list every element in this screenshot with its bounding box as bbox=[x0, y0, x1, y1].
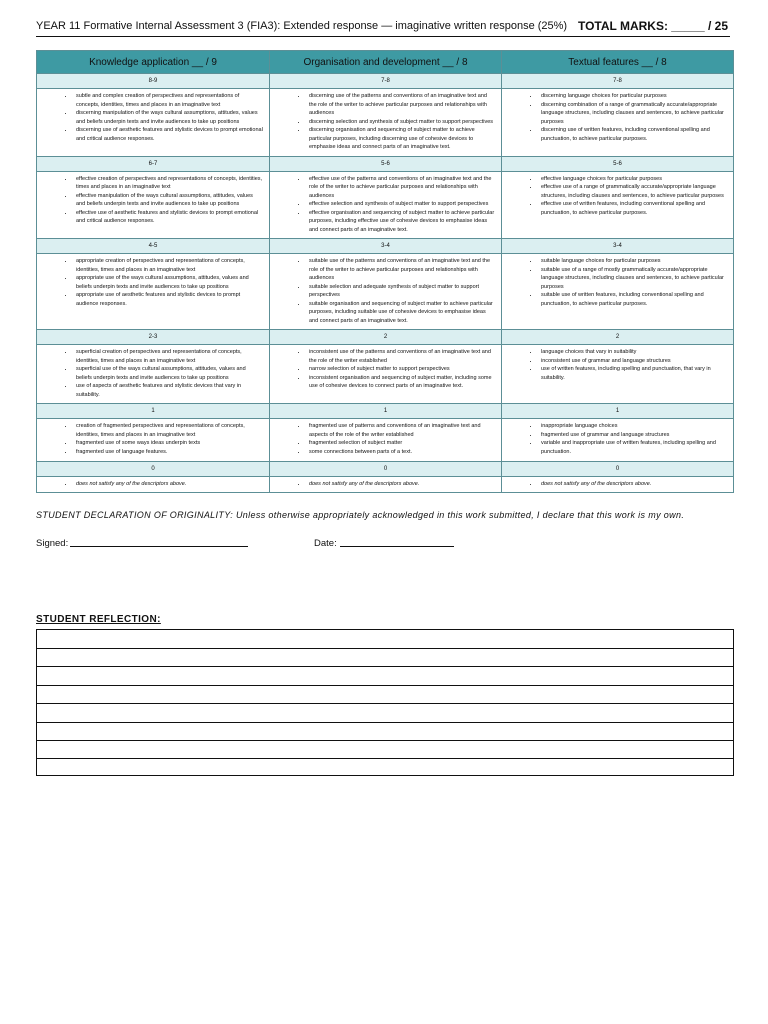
mark-range-textual: 2 bbox=[502, 330, 734, 345]
descriptor-cell-knowledge bbox=[37, 476, 270, 493]
descriptor-item: • appropriate creation of perspectives and representations of concepts, identities, times and places in an imaginative text bbox=[74, 257, 263, 274]
descriptor-cell-textual bbox=[502, 171, 734, 239]
descriptor-cell-textual bbox=[502, 254, 734, 330]
mark-band-row bbox=[37, 239, 734, 254]
descriptor-item: • fragmented selection of subject matter bbox=[307, 439, 495, 448]
descriptor-list bbox=[270, 422, 495, 456]
mark-range-knowledge: 6-7 bbox=[37, 156, 270, 171]
descriptor-item: • superficial creation of perspectives and representations of concepts, identities, times and places in an imaginative text bbox=[74, 348, 263, 365]
date-label: Date: bbox=[314, 538, 337, 549]
column-header-knowledge: Knowledge application __ / 9 bbox=[37, 51, 270, 74]
descriptor-list bbox=[502, 422, 727, 456]
mark-range-knowledge: 4-5 bbox=[37, 239, 270, 254]
descriptor-list bbox=[502, 348, 727, 382]
descriptor-item: • suitable organisation and sequencing of subject matter to achieve particular purposes, including suitable use of cohesive devices to emphasise ideas and connect parts of an imaginative text. bbox=[307, 300, 495, 326]
descriptor-item: • fragmented use of grammar and language structures bbox=[539, 431, 727, 440]
descriptor-item: • some connections between parts of a text. bbox=[307, 448, 495, 457]
descriptor-item: • effective use of written features, including conventional spelling and punctuation, to achieve particular purposes. bbox=[539, 200, 727, 217]
mark-range-textual: 1 bbox=[502, 404, 734, 419]
descriptor-row bbox=[37, 254, 734, 330]
descriptor-list bbox=[502, 480, 727, 489]
descriptor-item: • fragmented use of patterns and conventions of an imaginative text and aspects of the role of the writer established bbox=[307, 422, 495, 439]
rubric-header-row bbox=[37, 51, 734, 74]
reflection-title: STUDENT REFLECTION: bbox=[36, 614, 161, 625]
descriptor-row bbox=[37, 345, 734, 404]
descriptor-item: • effective manipulation of the ways cultural assumptions, attitudes, values and beliefs underpin texts and invite audiences to take up positions bbox=[74, 192, 263, 209]
reflection-line bbox=[37, 666, 733, 667]
descriptor-item: • discerning use of the patterns and conventions of an imaginative text and the role of the writer to achieve particular purposes and relationships with audiences bbox=[307, 92, 495, 118]
mark-range-textual: 7-8 bbox=[502, 74, 734, 89]
assessment-title: YEAR 11 Formative Internal Assessment 3 (FIA3): Extended response — imaginative written response (25%) bbox=[36, 20, 568, 32]
descriptor-cell-knowledge bbox=[37, 419, 270, 461]
reflection-line bbox=[37, 648, 733, 649]
descriptor-row bbox=[37, 89, 734, 157]
mark-band-row bbox=[37, 461, 734, 476]
descriptor-cell-textual bbox=[502, 476, 734, 493]
descriptor-cell-knowledge bbox=[37, 254, 270, 330]
reflection-line bbox=[37, 685, 733, 686]
descriptor-item: • subtle and complex creation of perspectives and representations of concepts, identities, times and places in an imaginative text bbox=[74, 92, 263, 109]
descriptor-cell-textual bbox=[502, 345, 734, 404]
signature-line[interactable] bbox=[70, 546, 248, 547]
descriptor-item: • suitable use of the patterns and conventions of an imaginative text and the role of the writer to achieve particular purposes and relationships with audiences bbox=[307, 257, 495, 283]
descriptor-list bbox=[502, 92, 727, 143]
reflection-box[interactable] bbox=[36, 629, 734, 776]
descriptor-cell-organisation bbox=[270, 89, 502, 157]
reflection-line bbox=[37, 703, 733, 704]
descriptor-item: • suitable selection and adequate synthesis of subject matter to support perspectives bbox=[307, 283, 495, 300]
descriptor-item: • effective use of the patterns and conventions of an imaginative text and the role of the writer to achieve particular purposes and relationships with audiences bbox=[307, 175, 495, 201]
reflection-line bbox=[37, 740, 733, 741]
descriptor-cell-knowledge bbox=[37, 171, 270, 239]
mark-range-knowledge: 0 bbox=[37, 461, 270, 476]
descriptor-list bbox=[502, 257, 727, 308]
descriptor-item: • discerning manipulation of the ways cultural assumptions, attitudes, values and beliefs underpin texts and invite audiences to take up positions bbox=[74, 109, 263, 126]
descriptor-item: • effective creation of perspectives and representations of concepts, identities, times and places in an imaginative text bbox=[74, 175, 263, 192]
descriptor-list bbox=[502, 175, 727, 218]
descriptor-item: • suitable use of written features, including conventional spelling and punctuation, to achieve particular purposes. bbox=[539, 291, 727, 308]
descriptor-item: • effective use of a range of grammatically accurate/appropriate language structures, including clauses and sentences, to achieve particular purposes bbox=[539, 183, 727, 200]
descriptor-item: • does not satisfy any of the descriptors above. bbox=[307, 480, 495, 489]
descriptor-list bbox=[37, 257, 263, 308]
descriptor-item: • superficial use of the ways cultural assumptions, attitudes, values and beliefs underpin texts and invite audiences to take up positions bbox=[74, 365, 263, 382]
descriptor-list bbox=[37, 92, 263, 143]
descriptor-item: • use of aspects of aesthetic features and stylistic devices that vary in suitability. bbox=[74, 382, 263, 399]
descriptor-item: • effective use of aesthetic features and stylistic devices to prompt emotional and critical audience responses. bbox=[74, 209, 263, 226]
descriptor-item: • effective selection and synthesis of subject matter to support perspectives bbox=[307, 200, 495, 209]
descriptor-cell-organisation bbox=[270, 419, 502, 461]
descriptor-item: • variable and inappropriate use of written features, including spelling and punctuation. bbox=[539, 439, 727, 456]
descriptor-item: • discerning organisation and sequencing of subject matter to achieve particular purposes, including discerning use of cohesive devices to emphasise ideas and connect parts of an imaginative text. bbox=[307, 126, 495, 152]
descriptor-row bbox=[37, 419, 734, 461]
descriptor-item: • discerning selection and synthesis of subject matter to support perspectives bbox=[307, 118, 495, 127]
date-line[interactable] bbox=[340, 546, 454, 547]
mark-range-organisation: 3-4 bbox=[270, 239, 502, 254]
descriptor-item: • effective organisation and sequencing of subject matter to achieve particular purposes, including effective use of cohesive devices to emphasise ideas and connect parts of an imaginative text. bbox=[307, 209, 495, 235]
reflection-line bbox=[37, 758, 733, 759]
descriptor-item: • discerning language choices for particular purposes bbox=[539, 92, 727, 101]
mark-range-organisation: 1 bbox=[270, 404, 502, 419]
descriptor-item: • use of written features, including spelling and punctuation, that vary in suitability. bbox=[539, 365, 727, 382]
descriptor-list bbox=[37, 175, 263, 226]
descriptor-list bbox=[270, 257, 495, 325]
column-header-textual: Textual features __ / 8 bbox=[502, 51, 734, 74]
descriptor-row bbox=[37, 476, 734, 493]
originality-declaration: STUDENT DECLARATION OF ORIGINALITY: Unless otherwise appropriately acknowledged in this work submitted, I declare that this work is my own. bbox=[36, 510, 685, 520]
descriptor-cell-knowledge bbox=[37, 345, 270, 404]
total-marks: TOTAL MARKS: _____ / 25 bbox=[577, 19, 728, 33]
descriptor-list bbox=[270, 92, 495, 152]
descriptor-item: • fragmented use of language features. bbox=[74, 448, 263, 457]
descriptor-item: • suitable use of a range of mostly grammatically accurate/appropriate language structures, including clauses and sentences, to achieve particular purposes bbox=[539, 266, 727, 292]
signed-label: Signed: bbox=[36, 538, 69, 549]
mark-band-row bbox=[37, 330, 734, 345]
descriptor-list bbox=[37, 480, 263, 489]
descriptor-item: • discerning use of written features, including conventional spelling and punctuation, to achieve particular purposes. bbox=[539, 126, 727, 143]
descriptor-cell-knowledge bbox=[37, 89, 270, 157]
descriptor-item: • fragmented use of some ways ideas underpin texts bbox=[74, 439, 263, 448]
mark-range-knowledge: 1 bbox=[37, 404, 270, 419]
mark-range-knowledge: 2-3 bbox=[37, 330, 270, 345]
descriptor-item: • discerning use of aesthetic features and stylistic devices to prompt emotional and critical audience responses. bbox=[74, 126, 263, 143]
descriptor-list bbox=[270, 175, 495, 235]
descriptor-item: • inappropriate language choices bbox=[539, 422, 727, 431]
mark-range-textual: 0 bbox=[502, 461, 734, 476]
descriptor-list bbox=[37, 422, 263, 456]
descriptor-list bbox=[270, 348, 495, 391]
descriptor-item: • discerning combination of a range of grammatically accurate/appropriate language structures, including clauses and sentences, to achieve particular purposes bbox=[539, 101, 727, 127]
descriptor-item: • narrow selection of subject matter to support perspectives bbox=[307, 365, 495, 374]
descriptor-item: • inconsistent use of grammar and language structures bbox=[539, 357, 727, 366]
descriptor-item: • language choices that vary in suitability bbox=[539, 348, 727, 357]
mark-band-row bbox=[37, 156, 734, 171]
descriptor-item: • appropriate use of aesthetic features and stylistic devices to prompt audience responses. bbox=[74, 291, 263, 308]
descriptor-cell-organisation bbox=[270, 171, 502, 239]
mark-band-row bbox=[37, 404, 734, 419]
descriptor-item: • does not satisfy any of the descriptors above. bbox=[539, 480, 727, 489]
descriptor-item: • appropriate use of the ways cultural assumptions, attitudes, values and beliefs underpin texts and invite audiences to take up positions bbox=[74, 274, 263, 291]
mark-range-knowledge: 8-9 bbox=[37, 74, 270, 89]
descriptor-cell-organisation bbox=[270, 345, 502, 404]
mark-range-organisation: 7-8 bbox=[270, 74, 502, 89]
document-header bbox=[36, 18, 730, 37]
column-header-organisation: Organisation and development __ / 8 bbox=[270, 51, 502, 74]
descriptor-item: • inconsistent use of the patterns and conventions of an imaginative text and the role of the writer established bbox=[307, 348, 495, 365]
descriptor-cell-textual bbox=[502, 419, 734, 461]
descriptor-item: • inconsistent organisation and sequencing of subject matter, including some use of cohesive devices to connect parts of an imaginative text. bbox=[307, 374, 495, 391]
reflection-line bbox=[37, 722, 733, 723]
descriptor-row bbox=[37, 171, 734, 239]
descriptor-cell-organisation bbox=[270, 476, 502, 493]
mark-range-organisation: 0 bbox=[270, 461, 502, 476]
mark-range-textual: 3-4 bbox=[502, 239, 734, 254]
descriptor-list bbox=[37, 348, 263, 399]
descriptor-item: • suitable language choices for particular purposes bbox=[539, 257, 727, 266]
descriptor-item: • creation of fragmented perspectives and representations of concepts, identities, times and places in an imaginative text bbox=[74, 422, 263, 439]
mark-range-organisation: 5-6 bbox=[270, 156, 502, 171]
descriptor-item: • effective language choices for particular purposes bbox=[539, 175, 727, 184]
mark-range-organisation: 2 bbox=[270, 330, 502, 345]
mark-band-row bbox=[37, 74, 734, 89]
mark-range-textual: 5-6 bbox=[502, 156, 734, 171]
marking-rubric-table bbox=[36, 50, 734, 493]
descriptor-cell-organisation bbox=[270, 254, 502, 330]
descriptor-cell-textual bbox=[502, 89, 734, 157]
descriptor-list bbox=[270, 480, 495, 489]
descriptor-item: • does not satisfy any of the descriptors above. bbox=[74, 480, 263, 489]
